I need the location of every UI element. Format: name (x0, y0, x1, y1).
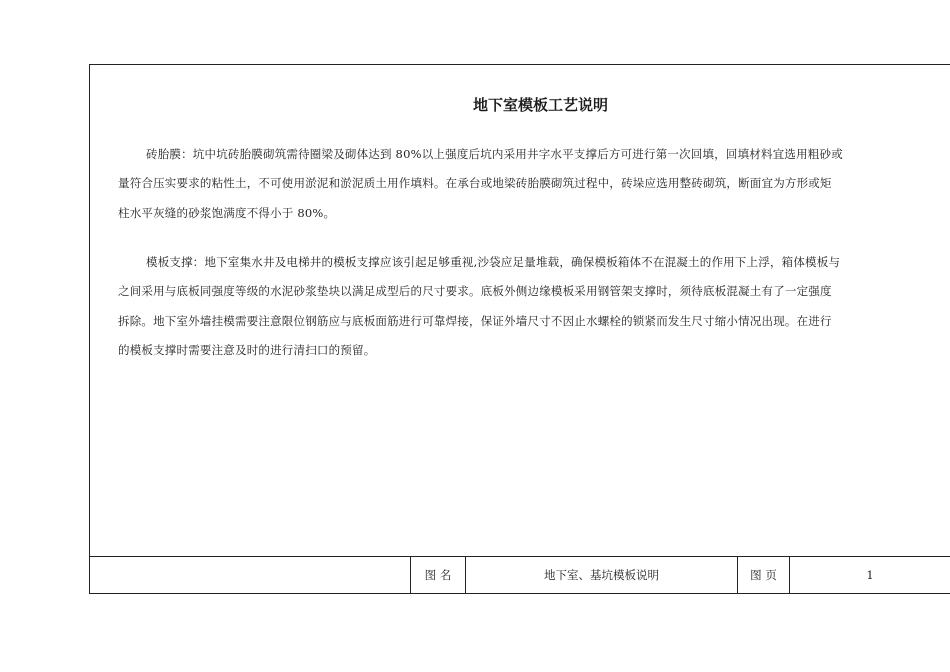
page-label: 图 页 (750, 568, 777, 582)
drawing-sheet-frame (89, 64, 950, 594)
document-title: 地下室模板工艺说明 (473, 96, 609, 114)
paragraph-1-line-3: 柱水平灰缝的砂浆饱满度不得小于 80%。 (118, 206, 336, 220)
paragraph-1-line-1: 砖胎膜：坑中坑砖胎膜砌筑需待圈梁及砌体达到 80%以上强度后坑内采用井字水平支撑后方可进行第一次回填，回填材料宜选用粗砂或 (146, 147, 843, 161)
document-title-row (89, 93, 950, 117)
drawing-name-value: 地下室、基坑模板说明 (544, 568, 659, 582)
paragraph-2-line-4: 的模板支撑时需要注意及时的进行清扫口的预留。 (118, 343, 376, 357)
paragraph-2-line-2: 之间采用与底板同强度等级的水泥砂浆垫块以满足成型后的尺寸要求。底板外侧边缘模板采用钢管架支撑时，须待底板混凝土有了一定强度 (118, 284, 832, 298)
drawing-name-label: 图 名 (424, 568, 452, 582)
paragraph-2-line-3: 拆除。地下室外墙挂模需要注意限位钢筋应与底板面筋进行可靠焊接，保证外墙尺寸不因止水螺栓的锁紧而发生尺寸缩小情况出现。在进行 (118, 314, 832, 328)
paragraph-2-line-1: 模板支撑：地下室集水井及电梯井的模板支撑应该引起足够重视,沙袋应足量堆载，确保模板箱体不在混凝土的作用下上浮，箱体模板与 (146, 255, 841, 269)
page-number: 1 (866, 568, 874, 582)
paragraph-1-line-2: 量符合压实要求的粘性土，不可使用淤泥和淤泥质土用作填料。在承台或地梁砖胎膜砌筑过程中，砖垛应选用整砖砌筑，断面宜为方形或矩 (118, 176, 832, 190)
